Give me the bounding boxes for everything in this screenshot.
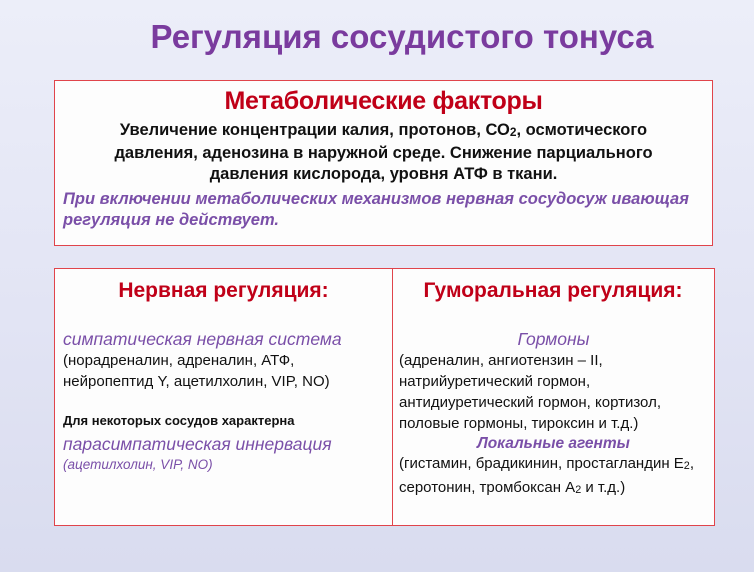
local-text-part: (гистамин, брадикинин, простагландин Е	[399, 455, 684, 472]
metabolic-text-part: , осмотического давления, аденозина в наружной среде. Снижение парциального давления кислорода, уровня АТФ в ткани.	[114, 121, 653, 184]
metabolic-description	[85, 120, 682, 185]
regulation-table	[54, 268, 715, 526]
parasympathetic-note: Для некоторых сосудов характерна	[63, 413, 295, 428]
humoral-heading: Гуморальная регуляция:	[423, 279, 683, 302]
local-agents-label: Локальные агенты	[477, 435, 630, 452]
nervous-heading: Нервная регуляция:	[118, 279, 329, 302]
metabolic-factors-box	[54, 80, 713, 246]
a2-subscript: 2	[575, 484, 582, 497]
parasympathetic-label: парасимпатическая иннервация	[63, 434, 332, 454]
metabolic-note: При включении метаболических механизмов нервная сосудосуж ивающая регуляция не действует.	[63, 190, 689, 230]
humoral-regulation-column	[392, 269, 714, 525]
local-text-part: , серотонин, тромбоксан А	[399, 455, 694, 497]
hormones-label: Гормоны	[517, 329, 590, 349]
e2-subscript: 2	[683, 460, 690, 473]
metabolic-heading: Метаболические факторы	[224, 87, 543, 115]
parasympathetic-mediators: (ацетилхолин, VIP, NO)	[63, 457, 213, 472]
hormones-list: (адреналин, ангиотензин – II, натрийуретический гормон, антидиуретический гормон, кортизол, половые гормоны, тироксин и т.д.)	[399, 352, 661, 432]
co2-subscript: 2	[509, 125, 517, 140]
nervous-regulation-column	[55, 269, 393, 525]
metabolic-text-part: Увеличение концентрации калия, протонов, СО	[119, 121, 510, 139]
sympathetic-label: симпатическая нервная система	[63, 329, 342, 349]
local-text-part: и т.д.)	[581, 479, 626, 497]
slide-title: Регуляция сосудистого тонуса	[150, 18, 654, 55]
local-agents-list	[399, 453, 708, 501]
sympathetic-mediators: (норадреналин, адреналин, АТФ, нейропептид Y, ацетилхолин, VIP, NO)	[63, 352, 330, 390]
